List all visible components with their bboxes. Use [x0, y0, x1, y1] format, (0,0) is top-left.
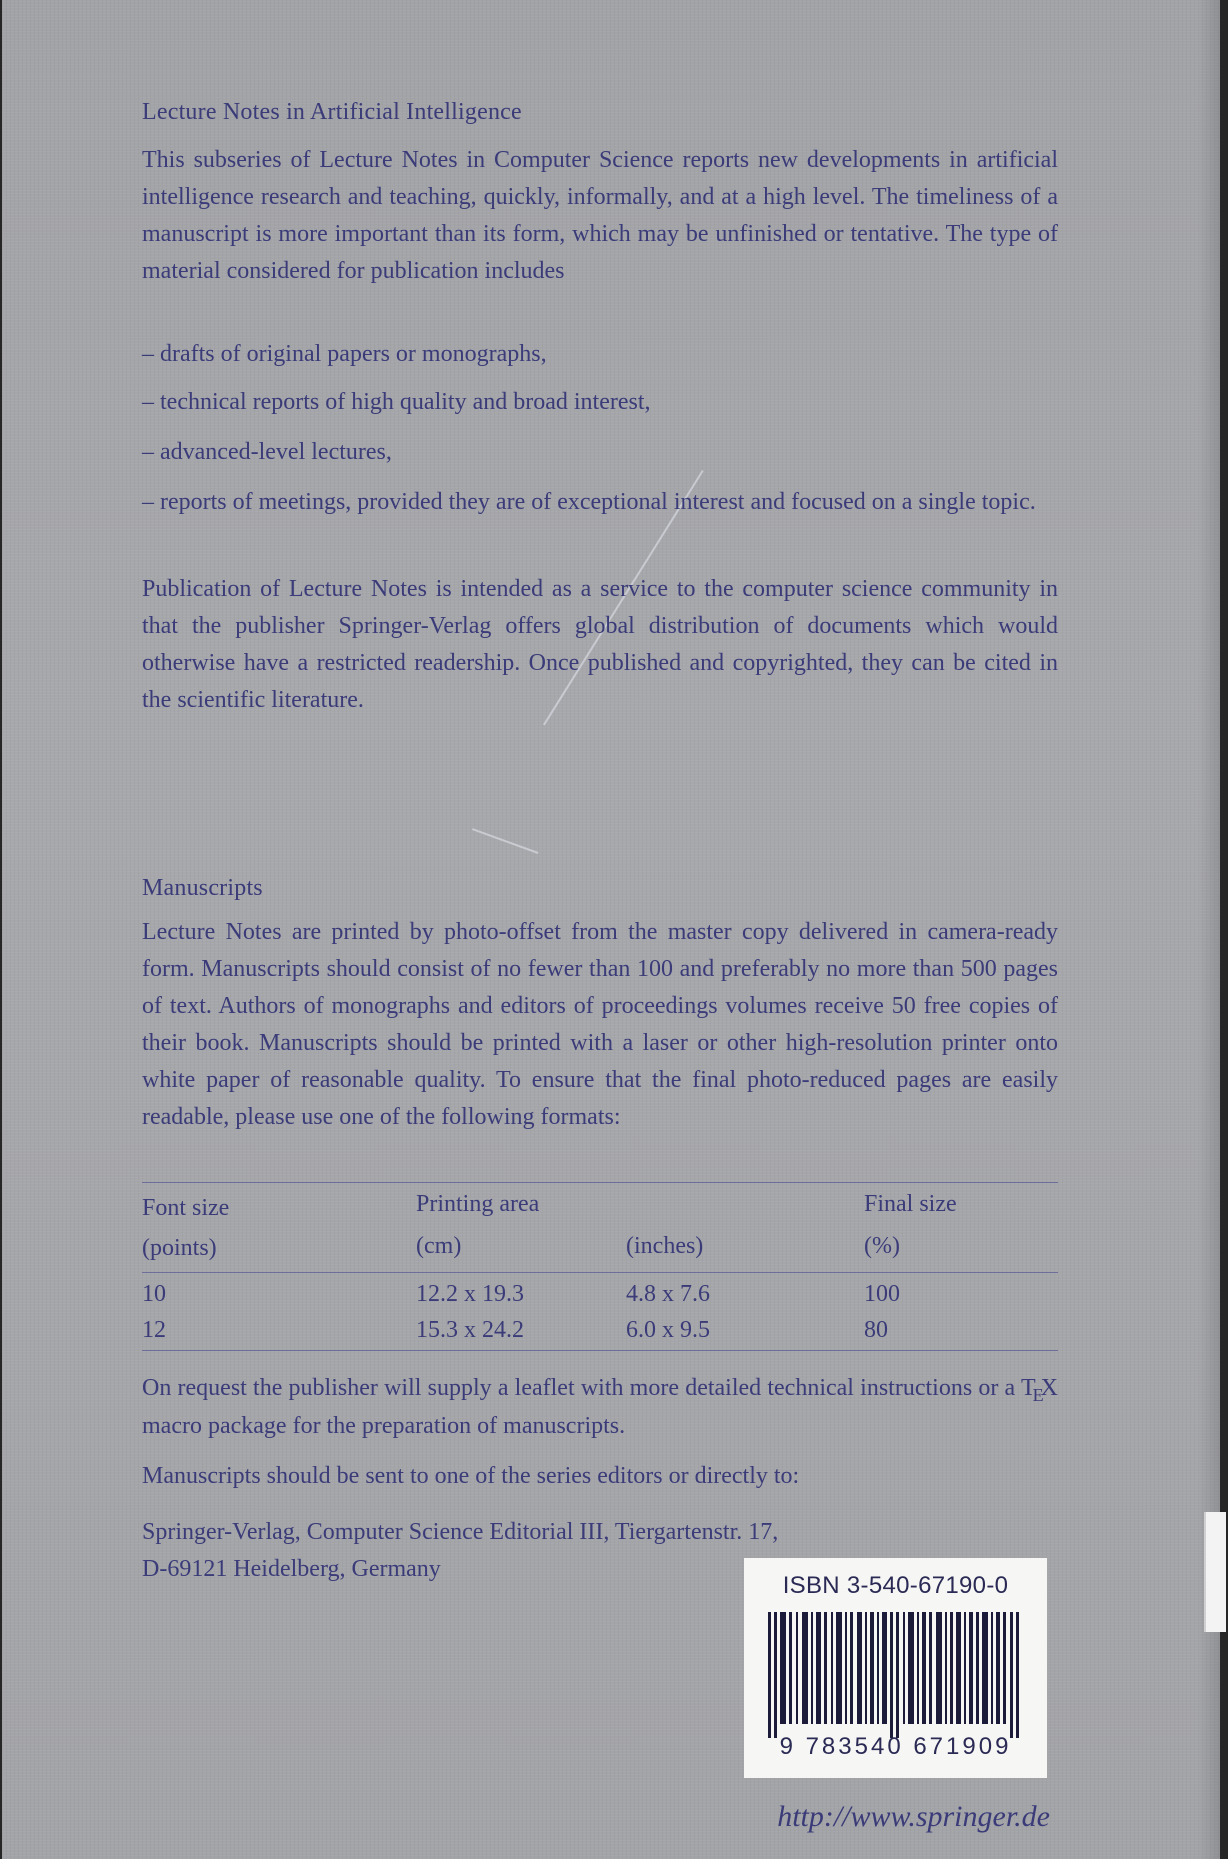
table-cell: 4.8 x 7.6: [626, 1281, 710, 1307]
cover-crease: [472, 828, 538, 854]
list-item: – technical reports of high quality and broad interest,: [142, 389, 651, 415]
table-cell: 6.0 x 9.5: [626, 1317, 710, 1343]
series-intro-paragraph: This subseries of Lecture Notes in Computer Science reports new developments in artificial intelligence research and teaching, quickly, informally, and at a high level. The timeliness of a manuscript is more important than its form, which may be unfinished or tentative. The type of material considered for publication includes: [142, 147, 1058, 284]
table-subheader-cm: (cm): [416, 1233, 462, 1259]
tex-logo-x: X: [1040, 1375, 1058, 1401]
tex-logo-t: T: [1020, 1375, 1036, 1401]
isbn-barcode-label: [744, 1558, 1047, 1778]
table-header-final-size: Final size: [864, 1191, 957, 1217]
send-to-paragraph: Manuscripts should be sent to one of the series editors or directly to:: [142, 1463, 800, 1489]
table-bottom-rule: [142, 1350, 1058, 1351]
table-cell: 12: [142, 1317, 166, 1343]
table-cell: 80: [864, 1317, 888, 1343]
tex-logo-e: E: [1032, 1385, 1044, 1405]
table-header-printing-area: Printing area: [416, 1191, 540, 1217]
publisher-url: http://www.springer.de: [777, 1800, 1050, 1833]
table-cell: 15.3 x 24.2: [416, 1317, 524, 1343]
table-subheader-points: (points): [142, 1235, 217, 1261]
isbn-number: ISBN 3-540-67190-0: [782, 1572, 1009, 1599]
address-line-2: D-69121 Heidelberg, Germany: [142, 1556, 441, 1582]
table-header-rule: [142, 1272, 1058, 1273]
manuscripts-heading: Manuscripts: [142, 875, 263, 901]
table-cell: 10: [142, 1281, 166, 1307]
table-subheader-percent: (%): [864, 1233, 900, 1259]
book-back-cover: [2, 0, 1220, 1859]
request-paragraph: [142, 1370, 1058, 1445]
request-text-after: macro package for the preparation of manuscripts.: [142, 1413, 626, 1439]
request-text-before: On request the publisher will supply a leaflet with more detailed technical instructions or a: [142, 1375, 1021, 1401]
table-top-rule: [142, 1182, 1058, 1183]
list-item: – reports of meetings, provided they are of exceptional interest and focused on a single topic.: [142, 489, 1036, 515]
manuscripts-paragraph: Lecture Notes are printed by photo-offset from the master copy delivered in camera-ready form. Manuscripts should consist of no fewer than 100 and preferably no more than 500 pages of text. Authors of monographs and editors of proceedings volumes receive 50 free copies of their book. Manuscripts should be printed with a laser or other high-resolution printer onto white paper of reasonable quality. To ensure that the final photo-reduced pages are easily readable, please use one of the following formats:: [142, 919, 1058, 1130]
barcode-digits: 9 783540 671909: [779, 1733, 1012, 1760]
address-line-1: Springer-Verlag, Computer Science Editorial III, Tiergartenstr. 17,: [142, 1519, 779, 1545]
table-header-font-size: Font size: [142, 1195, 230, 1221]
publication-paragraph: Publication of Lecture Notes is intended as a service to the computer science community in that the publisher Springer-Verlag offers global distribution of documents which would otherwise have a restricted readership. Once published and copyrighted, they can be cited in the scientific literature.: [142, 576, 1058, 713]
table-cell: 12.2 x 19.3: [416, 1281, 524, 1307]
barcode-icon: [758, 1612, 1033, 1738]
table-cell: 100: [864, 1281, 900, 1307]
paper-tab: [1204, 1512, 1226, 1632]
list-item: – advanced-level lectures,: [142, 439, 392, 465]
tex-logo: [1020, 1375, 1058, 1405]
series-heading: Lecture Notes in Artificial Intelligence: [142, 99, 522, 125]
table-subheader-inches: (inches): [626, 1233, 704, 1259]
list-item: – drafts of original papers or monographs,: [142, 341, 547, 367]
